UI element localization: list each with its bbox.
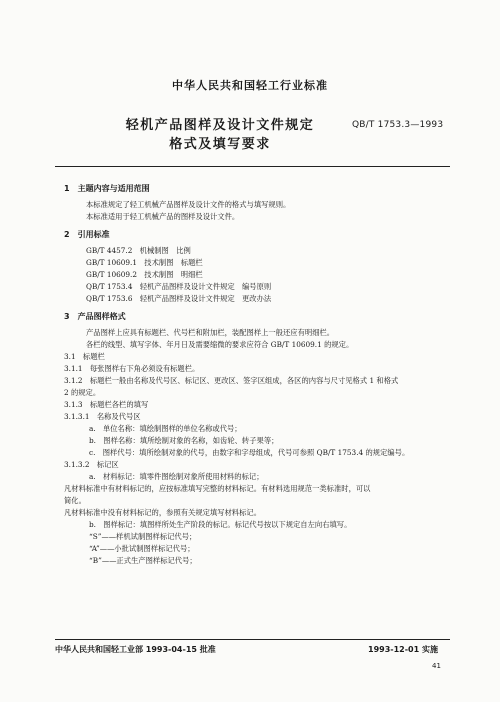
- list-item: b. 图样标记：填图样所处生产阶段的标记。标记代号按以下规定自左向右填写。: [89, 520, 352, 529]
- paragraph: 本标准规定了轻工机械产品图样及设计文件的格式与填写规则。: [86, 200, 291, 209]
- reference-item: QB/T 1753.6 轻机产品图样及设计文件规定 更改办法: [86, 294, 272, 303]
- reference-item: GB/T 10609.1 技术制图 标题栏: [86, 258, 203, 267]
- standard-code: QB/T 1753.3—1993: [352, 120, 444, 130]
- paragraph-continuation: 简化。: [64, 496, 86, 505]
- list-item: a. 材料标记：填零件图绘制对象所使用材料的标记；: [89, 472, 264, 481]
- section-2-heading: 2 引用标准: [64, 230, 110, 239]
- document-title: [100, 116, 340, 154]
- clause-heading: 3.1.3.2 标记区: [64, 460, 119, 469]
- header-rule: [55, 166, 450, 167]
- clause: 3.1.2 标题栏一般由名称及代号区、标记区、更改区、签字区组成，各区的内容与尺寸见格式 1 和格式: [64, 376, 399, 385]
- list-item: “A”——小批试制图样标记代号；: [89, 544, 195, 553]
- list-item: “B”——正式生产图样标记代号；: [89, 556, 197, 565]
- clause-heading: 3.1.3.1 名称及代号区: [64, 412, 141, 421]
- reference-item: QB/T 1753.4 轻机产品图样及设计文件规定 编号原则: [86, 282, 272, 291]
- list-item: c. 图样代号：填所绘制对象的代号，由数字和字母组成，代号可参照 QB/T 1753.4 的规定编号。: [89, 448, 410, 457]
- clause: 3.1.1 每张图样右下角必须设有标题栏。: [64, 364, 200, 373]
- paragraph: 各栏的线型、填写字体、年月日及需要缩微的要求应符合 GB/T 10609.1 的规定。: [86, 340, 354, 349]
- paragraph: 本标准适用于轻工机械产品的图样及设计文件。: [86, 212, 240, 221]
- clause-continuation: 2 的规定。: [64, 388, 101, 397]
- list-item: a. 单位名称：填绘制图样的单位名称或代号；: [89, 424, 242, 433]
- document-body: [64, 183, 454, 567]
- reference-item: GB/T 10609.2 技术制图 明细栏: [86, 270, 203, 279]
- issuing-organization: 中华人民共和国轻工行业标准: [172, 79, 328, 92]
- title-line-2: 格式及填写要求: [169, 137, 271, 152]
- paragraph: 产品图样上应具有标题栏、代号栏和附加栏，装配图样上一般还应有明细栏。: [86, 328, 335, 337]
- list-item: “S”——样机试制图样标记代号；: [89, 532, 197, 541]
- approval-line: 中华人民共和国轻工业部 1993-04-15 批准: [55, 645, 216, 654]
- list-item: b. 图样名称：填所绘制对象的名称，如齿轮、转子果等；: [89, 436, 279, 445]
- paragraph: 凡材料标准中有材料标记的，应按标准填写完整的材料标记。有材料选用规范一类标准时，可以: [64, 484, 371, 493]
- title-line-1: 轻机产品图样及设计文件规定: [125, 118, 315, 133]
- clause-heading: 3.1 标题栏: [64, 352, 105, 361]
- reference-item: GB/T 4457.2 机械制图 比例: [86, 246, 191, 255]
- paragraph: 凡材料标准中没有材料标记的，参照有关规定填写材料标记。: [64, 508, 262, 517]
- page-number: 41: [432, 662, 441, 670]
- section-1-heading: 1 主题内容与适用范围: [64, 184, 150, 193]
- footer-rule: [55, 639, 450, 640]
- clause-heading: 3.1.3 标题栏各栏的填写: [64, 400, 149, 409]
- section-3-heading: 3 产品图样格式: [64, 312, 126, 321]
- effective-date: 1993-12-01 实施: [368, 645, 438, 654]
